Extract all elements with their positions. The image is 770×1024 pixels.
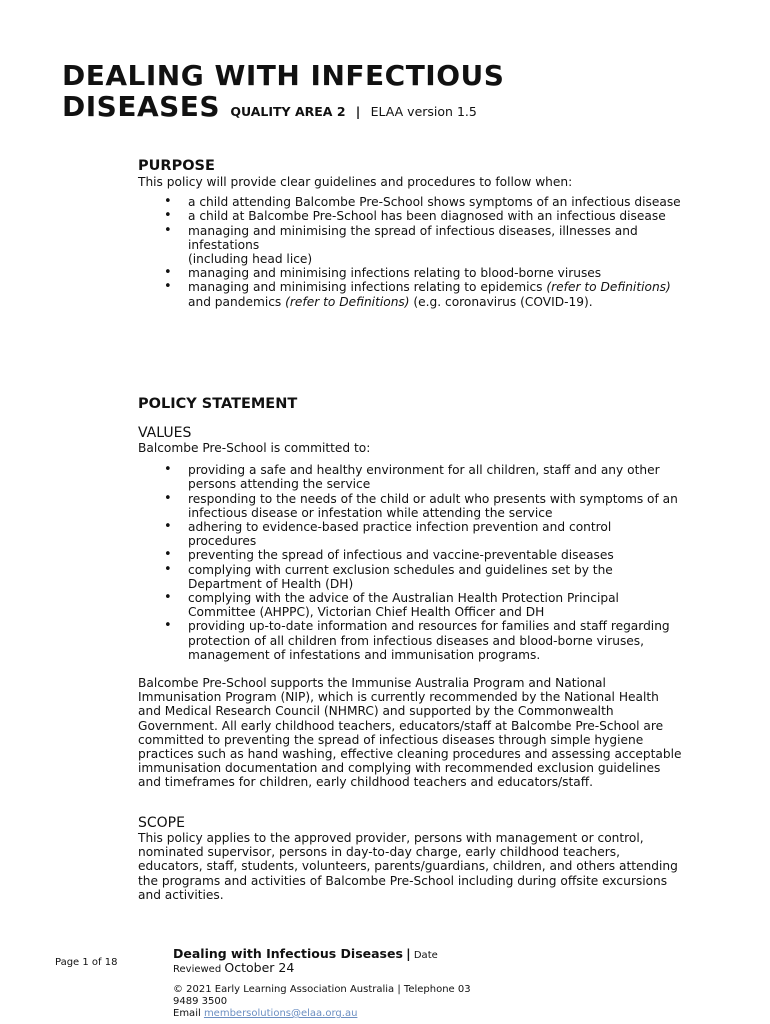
list-item-text: managing and minimising infections relating to epidemics <box>188 280 543 295</box>
list-item <box>188 280 683 308</box>
list-item: • complying with the advice of the Australian Health Protection Principal Committee (AHPPC), Victorian Chief Health Officer and DH <box>188 591 683 619</box>
list-item: • a child at Balcombe Pre-School has been diagnosed with an infectious disease <box>188 209 683 223</box>
version-label: ELAA version 1.5 <box>370 104 477 119</box>
footer <box>173 948 493 1020</box>
list-item: • preventing the spread of infectious and vaccine-preventable diseases <box>188 548 683 562</box>
scope-heading: SCOPE <box>138 815 185 831</box>
definitions-ref: (refer to Definitions) <box>546 280 671 295</box>
reviewed-date: October 24 <box>224 960 295 975</box>
policy-statement-section <box>138 396 683 790</box>
page-number: Page 1 of 18 <box>55 957 118 968</box>
list-item: • providing a safe and healthy environment for all children, staff and any other persons attending the service <box>188 463 683 491</box>
list-item-text: managing and minimising the spread of infectious diseases, illnesses and infestations <box>188 223 638 252</box>
page-title <box>62 60 742 127</box>
policy-statement-heading: POLICY STATEMENT <box>138 396 298 412</box>
list-item: • managing and minimising infections relating to blood-borne viruses <box>188 266 683 280</box>
title-line-1: DEALING WITH INFECTIOUS <box>62 59 505 92</box>
list-item-text: (including head lice) <box>188 252 313 267</box>
values-list <box>138 463 683 662</box>
purpose-section <box>138 158 683 309</box>
purpose-heading: PURPOSE <box>138 158 215 174</box>
title-line-2: DISEASES <box>62 90 221 123</box>
list-item: • providing up-to-date information and resources for families and staff regarding protection of all children from infectious diseases and blood-borne viruses, management of infestations and immunisation programs. <box>188 619 683 662</box>
scope-text: This policy applies to the approved provider, persons with management or control, nominated supervisor, persons in day-to-day charge, early childhood teachers, educators, staff, students, volunteers, parents/guardians, children, and others attending the programs and activities of Balcombe Pre-School including during offsite excursions and activities. <box>138 831 678 902</box>
purpose-intro: This policy will provide clear guidelines and procedures to follow when: <box>138 175 573 189</box>
title-separator: | <box>355 104 361 119</box>
email-label: Email <box>173 1008 201 1019</box>
values-heading: VALUES <box>138 425 192 441</box>
list-item: • complying with current exclusion schedules and guidelines set by the Department of Health (DH) <box>188 563 683 591</box>
list-item: • a child attending Balcombe Pre-School shows symptoms of an infectious disease <box>188 195 683 209</box>
list-item: • adhering to evidence-based practice infection prevention and control procedures <box>188 520 683 548</box>
values-intro: Balcombe Pre-School is committed to: <box>138 441 371 455</box>
quality-area-label: QUALITY AREA 2 <box>230 104 346 119</box>
footer-separator: | <box>406 946 411 961</box>
reviewed-label: Reviewed <box>173 964 222 975</box>
date-label: Date <box>413 950 438 961</box>
list-item-text: (e.g. coronavirus (COVID-19). <box>413 294 593 309</box>
footer-copyright: © 2021 Early Learning Association Australia | Telephone 03 9489 3500 <box>173 984 471 1007</box>
scope-section <box>138 815 683 902</box>
footer-doc-title: Dealing with Infectious Diseases <box>173 946 403 961</box>
list-item-text: and pandemics <box>188 294 282 309</box>
list-item <box>188 224 683 267</box>
email-link[interactable]: membersolutions@elaa.org.au <box>203 1008 358 1019</box>
purpose-list <box>138 195 683 309</box>
list-item: • responding to the needs of the child or adult who presents with symptoms of an infectious disease or infestation while attending the service <box>188 492 683 520</box>
immunisation-paragraph: Balcombe Pre-School supports the Immunise Australia Program and National Immunisation Program (NIP), which is currently recommended by the National Health and Medical Research Council (NHMRC) and supported by the Commonwealth Government. All early childhood teachers, educators/staff at Balcombe Pre-School are committed to preventing the spread of infectious diseases through simple hygiene practices such as hand washing, effective cleaning procedures and assessing acceptable immunisation documentation and complying with recommended exclusion guidelines and timeframes for children, early childhood teachers and educators/staff. <box>138 676 682 790</box>
definitions-ref: (refer to Definitions) <box>285 294 410 309</box>
